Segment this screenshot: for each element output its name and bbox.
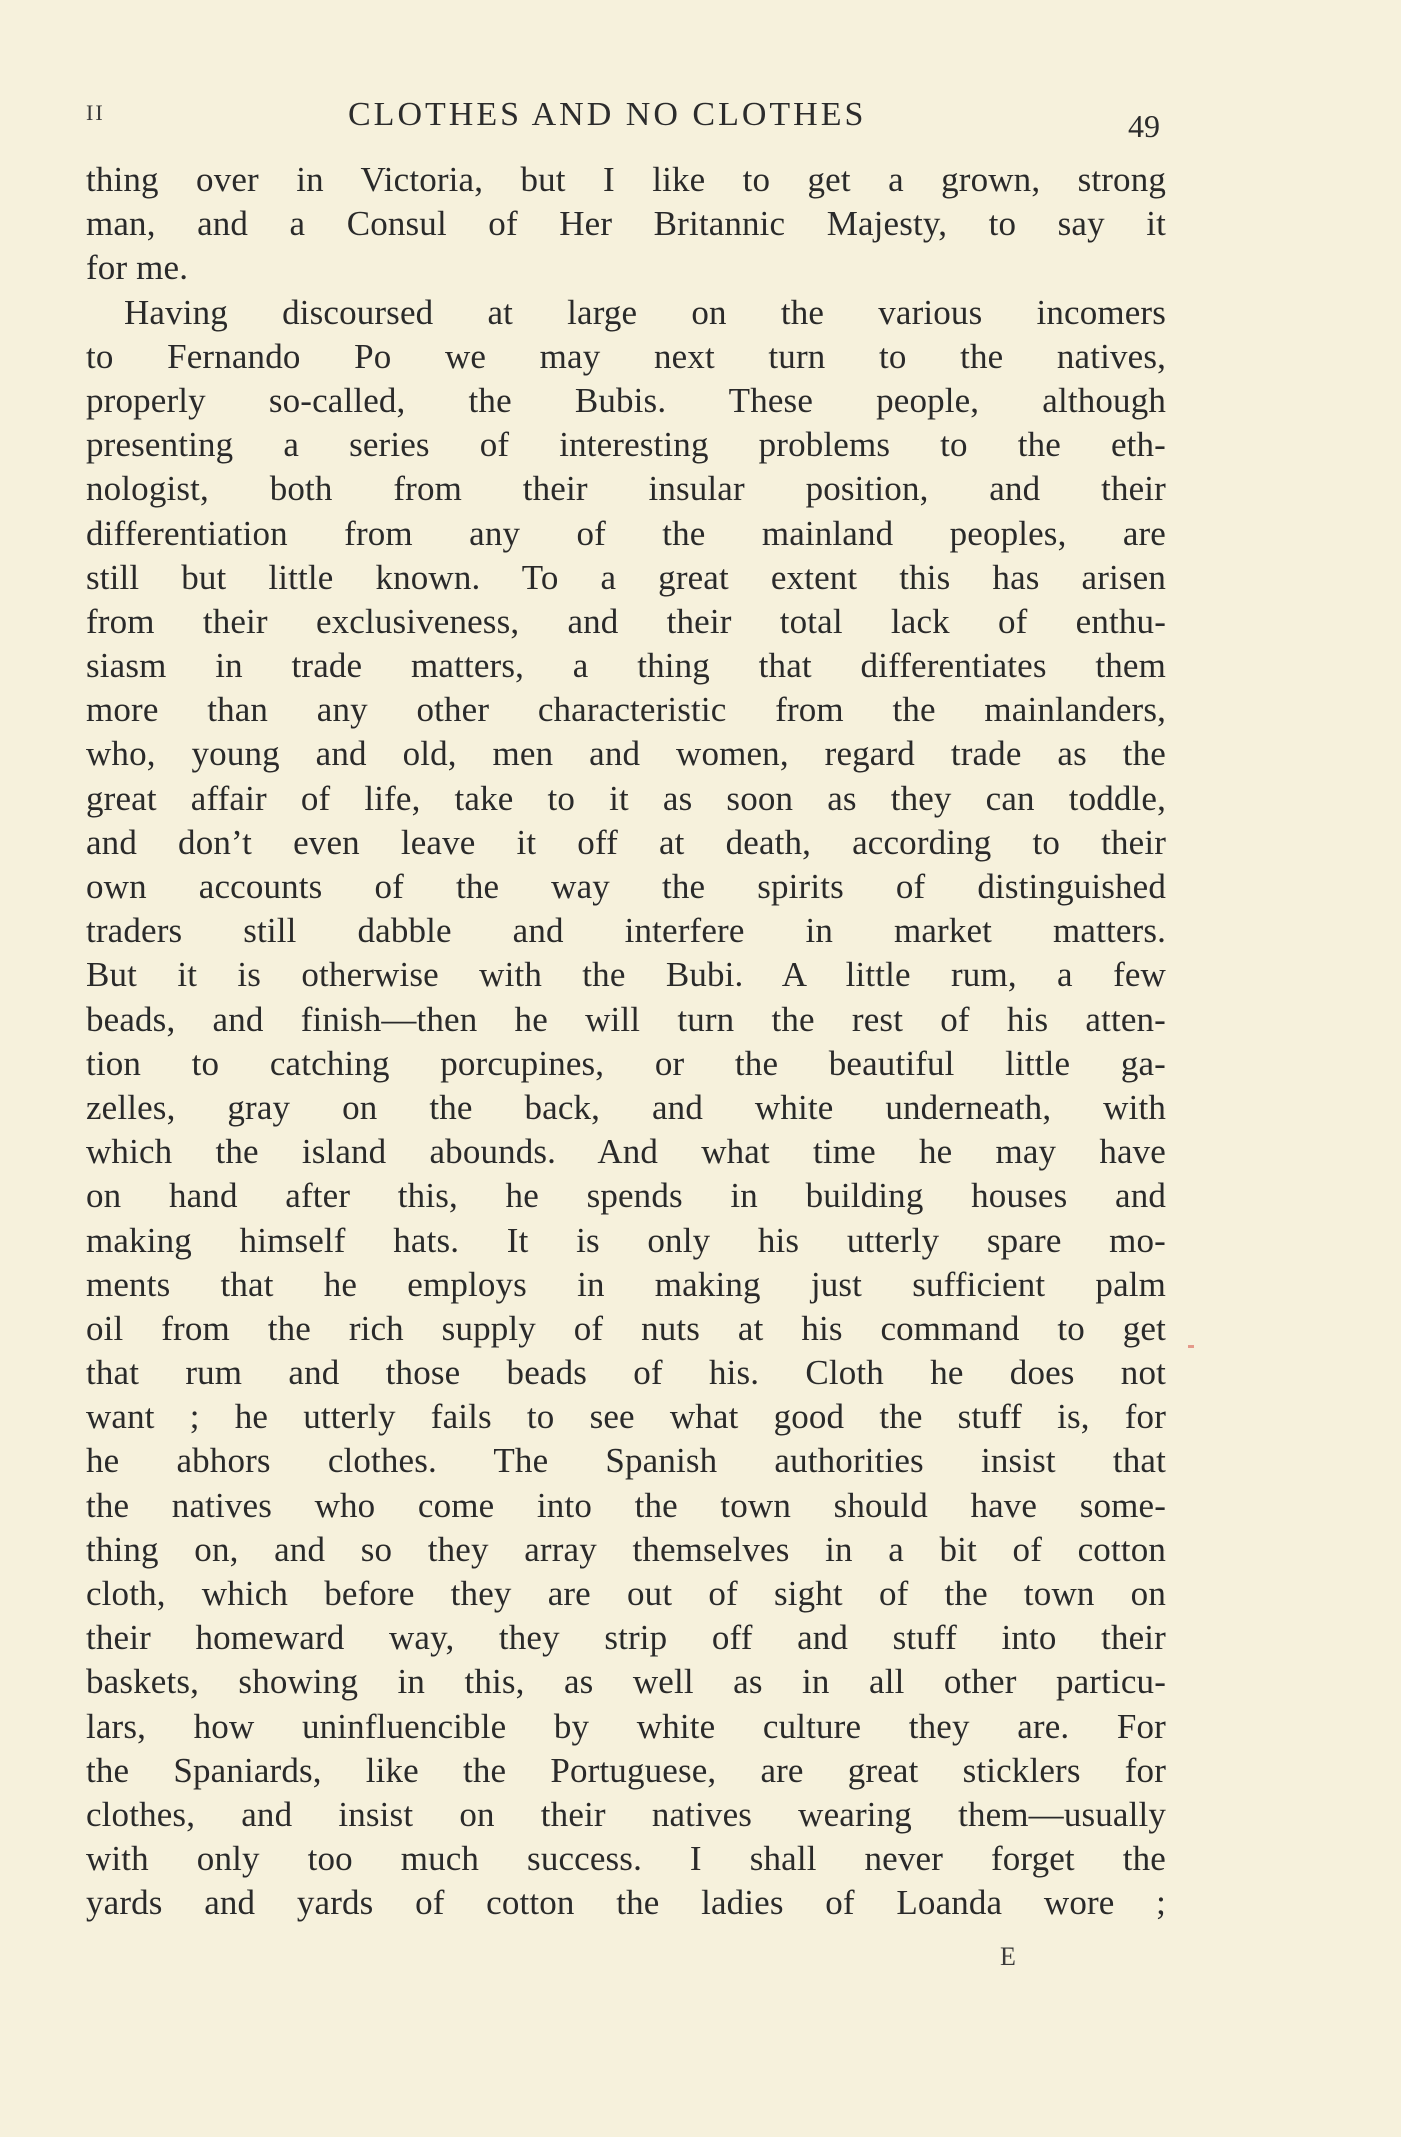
text-line: making himself hats. It is only his utterly spare mo- [86,1220,1166,1260]
running-title: CLOTHES AND NO CLOTHES [348,96,867,133]
text-line: he abhors clothes. The Spanish authorities insist that [86,1441,1166,1481]
text-line: clothes, and insist on their natives wearing them—usually [86,1794,1166,1834]
text-line: ments that he employs in making just sufficient palm [86,1264,1166,1304]
text-line: beads, and finish—then he will turn the rest of his atten- [86,999,1166,1039]
text-line: tion to catching porcupines, or the beautiful little ga- [86,1043,1166,1083]
text-line: for me. [86,248,189,288]
text-line: and don’t even leave it off at death, according to their [86,822,1166,862]
text-line: But it is otherwise with the Bubi. A little rum, a few [86,955,1166,995]
text-line: thing over in Victoria, but I like to get a grown, strong [86,160,1166,199]
text-line: differentiation from any of the mainland peoples, are [86,513,1166,553]
text-line: want ; he utterly fails to see what good the stuff is, for [86,1397,1166,1437]
text-line: yards and yards of cotton the ladies of Loanda wore ; [86,1883,1166,1923]
text-line: presenting a series of interesting problems to the eth- [86,425,1166,465]
text-line: nologist, both from their insular position, and their [86,469,1166,509]
text-line: man, and a Consul of Her Britannic Majesty, to say it [86,204,1166,244]
chapter-number: II [86,100,105,125]
text-line: zelles, gray on the back, and white underneath, with [86,1087,1166,1127]
text-line: still but little known. To a great extent this has arisen [86,557,1166,597]
text-line: who, young and old, men and women, regard trade as the [86,734,1166,774]
text-line: on hand after this, he spends in building houses and [86,1176,1166,1216]
text-line: that rum and those beads of his. Cloth he does not [86,1353,1166,1393]
margin-mark [1188,1345,1194,1348]
text-line: lars, how uninfluencible by white culture they are. For [86,1706,1166,1746]
body-text [86,158,1166,1926]
text-line: cloth, which before they are out of sight of the town on [86,1574,1166,1613]
text-line: own accounts of the way the spirits of distinguished [86,867,1166,906]
text-line: with only too much success. I shall never forget the [86,1839,1166,1879]
running-head [86,96,1166,146]
text-line: baskets, showing in this, as well as in all other particu- [86,1662,1166,1702]
text-line: the natives who come into the town should have some- [86,1485,1166,1525]
text-line: properly so-called, the Bubis. These people, although [86,380,1166,420]
text-line: great affair of life, take to it as soon as they can toddle, [86,778,1166,818]
page-number: 49 [1128,108,1160,144]
signature-mark: E [1000,1942,1016,1971]
text-line: oil from the rich supply of nuts at his command to get [86,1308,1166,1348]
text-line: thing on, and so they array themselves in a bit of cotton [86,1529,1166,1569]
text-line: traders still dabble and interfere in market matters. [86,911,1166,951]
text-line: from their exclusiveness, and their total lack of enthu- [86,601,1166,641]
text-line: their homeward way, they strip off and stuff into their [86,1618,1166,1658]
text-line: Having discoursed at large on the various incomers [124,292,1166,332]
text-line: siasm in trade matters, a thing that differentiates them [86,646,1166,686]
text-line: the Spaniards, like the Portuguese, are great sticklers for [86,1750,1166,1790]
text-line: more than any other characteristic from the mainlanders, [86,690,1166,730]
text-line: which the island abounds. And what time he may have [86,1132,1166,1172]
text-line: to Fernando Po we may next turn to the natives, [86,336,1166,376]
